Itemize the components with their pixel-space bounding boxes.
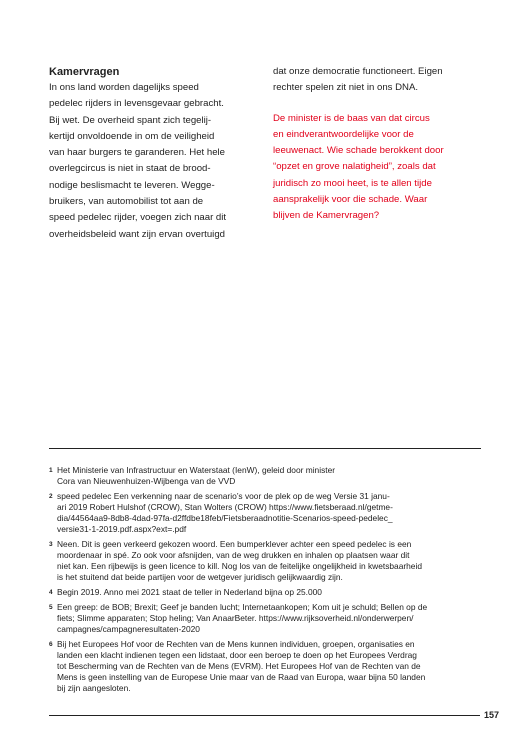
footnote-line: tot Bescherming van de Rechten van de Mens (EVRM). Het Europees Hof van de Rechten van de [57, 661, 421, 671]
highlight-line: blijven de Kamervragen? [273, 210, 380, 222]
body-line: overheidsbeleid want zijn ervan overtuigd [49, 228, 225, 240]
footnote-line: moordenaar in spé. Zo ook voor afsnijden, van de weg drukken en inhalen op plaatsen waar dit [57, 550, 410, 560]
highlight-line: leeuwenact. Wie schade berokkent door [273, 145, 444, 157]
highlight-line: en eindverantwoordelijke voor de [273, 128, 414, 140]
body-line: kertijd onvoldoende in om de veiligheid [49, 130, 215, 142]
footnote-text [57, 465, 335, 487]
footnote-line: is het stuitend dat beide partijen voor de wetgever juridisch gelijkwaardig zijn. [57, 572, 343, 582]
footnote [49, 639, 481, 694]
footnote-line: Bij het Europees Hof voor de Rechten van de Mens kunnen individuen, groepen, organisaties en [57, 639, 415, 649]
footnote-text [57, 539, 422, 583]
highlight-line: juridisch zo mooi heet, is te allen tijde [273, 177, 432, 189]
footnote-line: Het Ministerie van Infrastructuur en Waterstaat (IenW), geleid door minister [57, 465, 336, 475]
body-line: rechter spelen zit niet in ons DNA. [273, 82, 419, 94]
footnote [49, 602, 481, 635]
footnote-number: 6 [49, 641, 53, 648]
footnote-number: 5 [49, 604, 53, 611]
section-heading: Kamervragen [49, 66, 120, 78]
footnote-line: campagnes/campagneresultaten-2020 [57, 624, 200, 634]
footnote-number: 1 [49, 467, 53, 474]
footnote-line: bij zijn aangesloten. [57, 683, 131, 693]
body-line: pedelec rijders in levensgevaar gebracht. [49, 98, 224, 110]
footnote-number: 2 [49, 493, 53, 500]
footnote-number: 3 [49, 541, 53, 548]
footnote-line: Neen. Dit is geen verkeerd gekozen woord. Een bumperklever achter een speed pedelec is een [57, 539, 412, 549]
highlight-line: “opzet en grove nalatigheid”, zoals dat [273, 161, 436, 173]
footnote-line: landen een klacht indienen tegen een lidstaat, door een beroep te doen op het Europees Verdrag [57, 650, 417, 660]
footnote-line: Begin 2019. Anno mei 2021 staat de teller in Nederland bijna op 25.000 [57, 587, 322, 597]
footnote [49, 465, 481, 487]
footnote-text [57, 491, 393, 535]
body-line: van haar burgers te garanderen. Het hele [49, 147, 225, 159]
footnote-number: 4 [49, 589, 53, 596]
footnote-line: Cora van Nieuwenhuizen-Wijbenga van de VVD [57, 476, 236, 486]
paragraph-gap [273, 97, 483, 111]
footnote-line: versie31-1-2019.pdf.aspx?ext=.pdf [57, 524, 187, 534]
footnote-text [57, 602, 427, 635]
footnote [49, 539, 481, 583]
right-column [273, 64, 483, 225]
highlight-line: aansprakelijk voor die schade. Waar [273, 194, 428, 206]
body-line: speed pedelec rijder, voegen zich naar dit [49, 212, 227, 224]
footnote-line: ari 2019 Robert Hulshof (CROW), Stan Wolters (CROW) https://www.fietsberaad.nl/getme- [57, 502, 393, 512]
body-line: nodige beslismacht te leveren. Wegge- [49, 179, 215, 191]
footnote-text [57, 587, 322, 598]
footnote-line: niet kan. Een rijbewijs is geen licence to kill. Nog los van de feitelijke ongelijkheid in kwetsbaarheid [57, 561, 422, 571]
right-body-text [273, 64, 483, 97]
footnote-line: Een greep: de BOB; Brexit; Geef je banden lucht; Internetaankopen; Kom uit je schuld; Bellen op de [57, 602, 428, 612]
body-line: In ons land worden dagelijks speed [49, 82, 199, 93]
footnote-line: dia/44564aa9-8db8-4dad-97fa-d2ffdbe18feb/Fietsberaadnotitie-Scenarios-speed-pedelec_ [57, 513, 393, 523]
footnote-line: Mens is geen instelling van de Europese Unie maar van de Raad van Europa, waar bijna 50 landen [57, 672, 426, 682]
body-line: dat onze democratie functioneert. Eigen [273, 66, 443, 77]
footnote-line: speed pedelec Een verkenning naar de scenario’s voor de plek op de weg Versie 31 janu- [57, 491, 390, 501]
left-body-text [49, 80, 261, 243]
footnote-text [57, 639, 425, 694]
body-line: Bij wet. De overheid spant zich tegelij- [49, 114, 212, 126]
page-number: 157 [484, 710, 500, 720]
highlighted-paragraph [273, 111, 483, 225]
left-column [49, 64, 261, 243]
footnote [49, 587, 481, 598]
footnote-line: fiets; Slimme apparaten; Stop heling; Van AnaarBeter. https://www.rijksoverheid.nl/onderwerpen/ [57, 613, 414, 623]
bottom-rule [49, 715, 480, 716]
footnote [49, 491, 481, 535]
body-line: bruikers, van automobilist tot aan de [49, 196, 204, 208]
footnotes [49, 448, 481, 698]
highlight-line: De minister is de baas van dat circus [273, 112, 430, 124]
body-line: overlegcircus is niet in staat de brood- [49, 163, 211, 175]
